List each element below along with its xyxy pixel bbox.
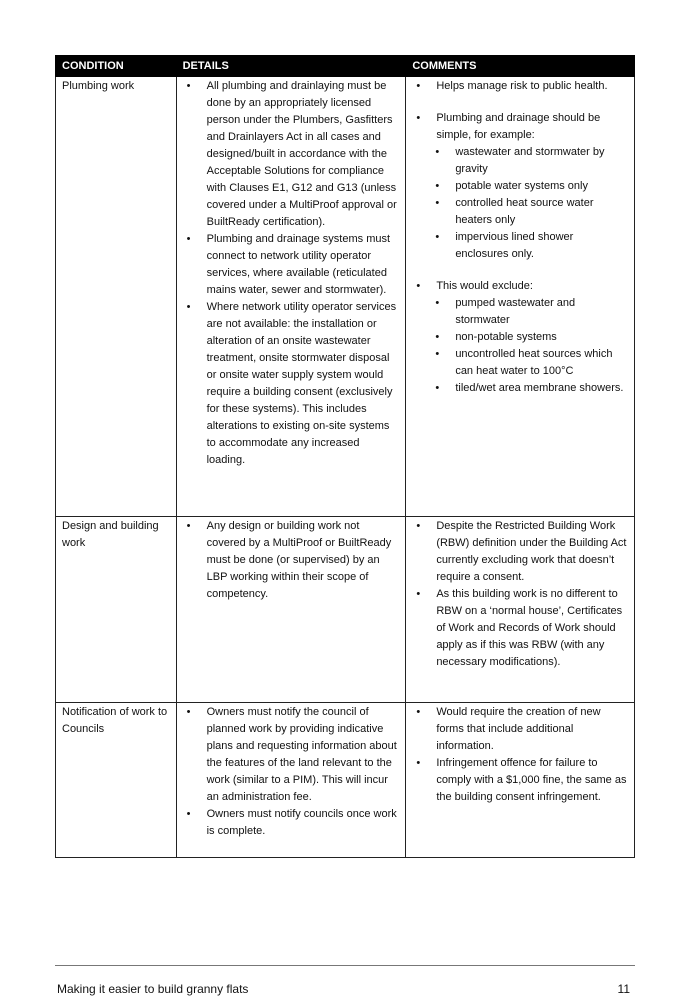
list-item: [412, 110, 628, 263]
header-comments: COMMENTS: [406, 56, 635, 77]
details-list: [183, 518, 400, 603]
list-item: • Would require the creation of new forms that include additional information.: [412, 704, 628, 755]
condition-cell: Notification of work to Councils: [56, 703, 177, 858]
sub-list-item: • wastewater and stormwater by gravity: [412, 144, 628, 178]
list-item: • Where network utility operator services are not available: the installation or alteration of an onsite wastewater treatment, onsite stormwater disposal or onsite water supply system would require a building consent (exclusively for these systems). This includes alterations to existing on-site systems to accommodate any increased loading.: [183, 299, 400, 469]
footer-divider: [55, 965, 635, 966]
list-item: • Despite the Restricted Building Work (RBW) definition under the Building Act currently excluding work that doesn’t require a consent.: [412, 518, 628, 586]
list-item-text: Plumbing and drainage should be simple, for example:: [436, 112, 601, 141]
comments-list: [412, 518, 628, 671]
list-item: • Plumbing and drainage systems must connect to network utility operator services, where available (reticulated mains water, sewer and stormwater).: [183, 231, 400, 299]
comments-list: [412, 704, 628, 806]
sub-list-item: • non-potable systems: [412, 329, 628, 346]
list-item: [412, 278, 628, 397]
footer-title: Making it easier to build granny flats: [57, 982, 249, 996]
page-number: 11: [617, 982, 630, 996]
list-item: • As this building work is no different to RBW on a ‘normal house’, Certificates of Work and Records of Work should apply as if this was RBW (with any necessary modifications).: [412, 586, 628, 671]
header-details: DETAILS: [176, 56, 406, 77]
conditions-table: [55, 55, 635, 858]
table-row: [56, 77, 635, 517]
comments-cell: [406, 517, 635, 703]
condition-cell: Design and building work: [56, 517, 177, 703]
details-list: [183, 704, 400, 840]
list-item: • All plumbing and drainlaying must be done by an appropriately licensed person under the Plumbers, Gasfitters and Drainlayers Act in all cases and designed/built in accordance with the Acceptable Solutions for compliance with Clauses E1, G12 and G13 (unless covered under a MultiProof approval or BuiltReady certification).: [183, 78, 400, 231]
sub-list-item: • uncontrolled heat sources which can heat water to 100°C: [412, 346, 628, 380]
details-cell: [176, 517, 406, 703]
list-item: • Infringement offence for failure to comply with a $1,000 fine, the same as the building consent infringement.: [412, 755, 628, 806]
sub-list: [412, 144, 628, 263]
table-row: [56, 703, 635, 858]
list-item: • Helps manage risk to public health.: [412, 78, 628, 95]
sub-list-item: • tiled/wet area membrane showers.: [412, 380, 628, 397]
condition-cell: Plumbing work: [56, 77, 177, 517]
header-condition: CONDITION: [56, 56, 177, 77]
details-cell: [176, 77, 406, 517]
table-header-row: [56, 56, 635, 77]
list-item-text: This would exclude:: [436, 280, 533, 292]
list-item: • Owners must notify councils once work is complete.: [183, 806, 400, 840]
sub-list-item: • potable water systems only: [412, 178, 628, 195]
sub-list-item: • pumped wastewater and stormwater: [412, 295, 628, 329]
sub-list: [412, 295, 628, 397]
sub-list-item: • impervious lined shower enclosures only.: [412, 229, 628, 263]
comments-list: [412, 78, 628, 397]
list-item: • Owners must notify the council of planned work by providing indicative plans and requesting information about the features of the land relevant to the work (similar to a PIM). This will incur an administration fee.: [183, 704, 400, 806]
comments-cell: [406, 703, 635, 858]
sub-list-item: • controlled heat source water heaters only: [412, 195, 628, 229]
comments-cell: [406, 77, 635, 517]
details-list: [183, 78, 400, 469]
table-row: [56, 517, 635, 703]
details-cell: [176, 703, 406, 858]
list-item: • Any design or building work not covered by a MultiProof or BuiltReady must be done (or supervised) by an LBP working within their scope of competency.: [183, 518, 400, 603]
